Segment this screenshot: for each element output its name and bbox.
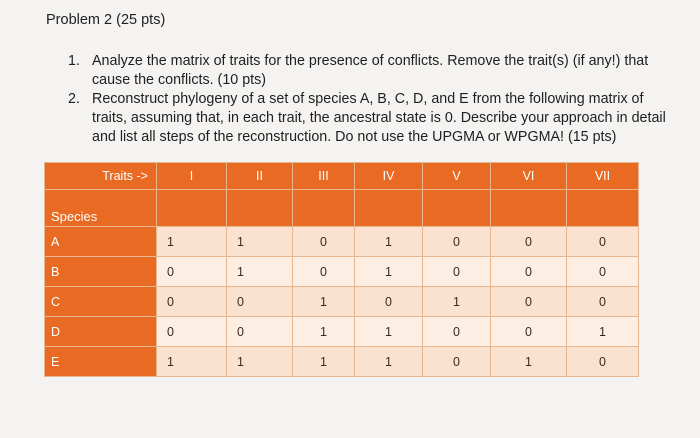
trait-value: 0 [491, 287, 567, 317]
trait-value: 0 [491, 317, 567, 347]
species-row-c [45, 287, 639, 317]
trait-value: 0 [157, 257, 227, 287]
task-item [68, 52, 680, 90]
trait-value: 0 [567, 287, 639, 317]
trait-value: 1 [355, 317, 423, 347]
species-label: Species [45, 190, 157, 227]
trait-value: 1 [355, 347, 423, 377]
species-name: A [45, 227, 157, 257]
species-row-d [45, 317, 639, 347]
trait-value: 0 [423, 347, 491, 377]
trait-value: 0 [157, 287, 227, 317]
trait-value: 1 [355, 227, 423, 257]
trait-value: 0 [491, 227, 567, 257]
trait-value: 0 [227, 287, 293, 317]
species-row-a [45, 227, 639, 257]
task-item [68, 90, 680, 147]
trait-header: III [293, 163, 355, 190]
trait-value: 1 [157, 347, 227, 377]
traits-label: Traits -> [45, 163, 157, 190]
species-row-b [45, 257, 639, 287]
trait-value: 1 [227, 227, 293, 257]
trait-value: 1 [293, 317, 355, 347]
trait-value: 1 [293, 287, 355, 317]
trait-value: 0 [567, 257, 639, 287]
trait-value: 1 [491, 347, 567, 377]
header-spacer [567, 190, 639, 227]
trait-header: V [423, 163, 491, 190]
trait-value: 0 [157, 317, 227, 347]
trait-value: 0 [567, 347, 639, 377]
species-row-e [45, 347, 639, 377]
trait-header: VI [491, 163, 567, 190]
trait-header: II [227, 163, 293, 190]
trait-value: 0 [423, 227, 491, 257]
task-text: Analyze the matrix of traits for the presence of conflicts. Remove the trait(s) (if any!) that cause the conflicts. (10 pts) [92, 53, 649, 88]
trait-value: 0 [355, 287, 423, 317]
species-name: B [45, 257, 157, 287]
trait-value: 1 [567, 317, 639, 347]
problem-title: Problem 2 (25 pts) [46, 12, 166, 28]
trait-header: VII [567, 163, 639, 190]
trait-value: 0 [567, 227, 639, 257]
trait-header: I [157, 163, 227, 190]
task-number: 1. [68, 53, 80, 69]
trait-value: 0 [293, 257, 355, 287]
header-spacer [157, 190, 227, 227]
trait-value: 0 [227, 317, 293, 347]
trait-header-row [45, 163, 639, 190]
trait-value: 1 [355, 257, 423, 287]
trait-header: IV [355, 163, 423, 190]
trait-value: 0 [293, 227, 355, 257]
task-text: Reconstruct phylogeny of a set of species A, B, C, D, and E from the following matrix of traits, assuming that, in each trait, the ancestral state is 0. Describe your approach in detail and list all steps of the reconstruction. Do not use the UPGMA or WPGMA! (15 pts) [92, 91, 666, 145]
task-list [68, 52, 680, 147]
trait-value: 1 [293, 347, 355, 377]
trait-value: 1 [227, 257, 293, 287]
trait-value: 0 [491, 257, 567, 287]
species-header-row [45, 190, 639, 227]
header-spacer [227, 190, 293, 227]
trait-value: 1 [157, 227, 227, 257]
trait-value: 1 [227, 347, 293, 377]
trait-matrix-table [44, 162, 639, 377]
header-spacer [355, 190, 423, 227]
trait-value: 0 [423, 317, 491, 347]
header-spacer [491, 190, 567, 227]
header-spacer [423, 190, 491, 227]
task-number: 2. [68, 91, 80, 107]
species-name: D [45, 317, 157, 347]
trait-value: 1 [423, 287, 491, 317]
trait-value: 0 [423, 257, 491, 287]
species-name: E [45, 347, 157, 377]
header-spacer [293, 190, 355, 227]
species-name: C [45, 287, 157, 317]
